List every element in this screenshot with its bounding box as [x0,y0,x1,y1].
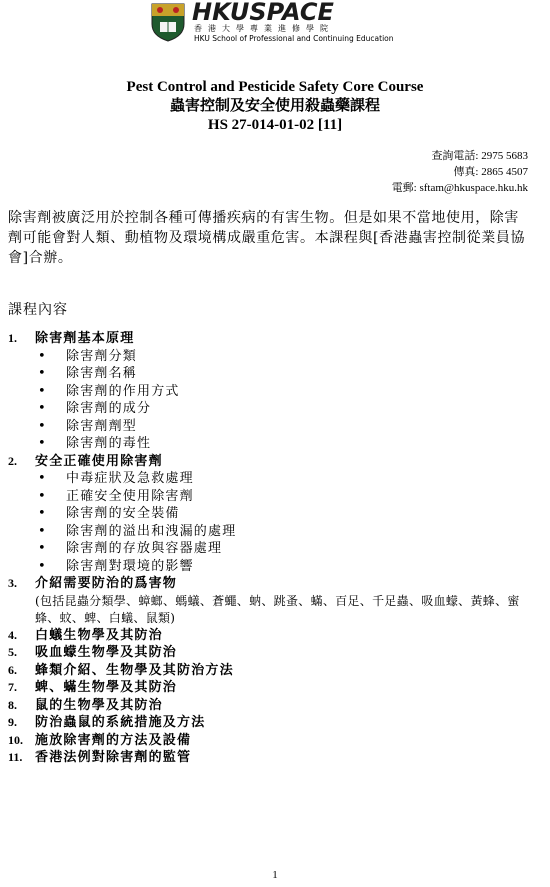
course-content-list [8,330,538,767]
sub-item-label: 正確安全使用除害劑 [66,488,194,504]
item-title: 施放除害劑的方法及設備 [35,732,192,748]
bullet-icon: • [38,348,47,364]
sub-item-label: 除害劑的成分 [66,401,152,416]
bullet-icon: • [38,401,47,416]
item-number: 6. [8,662,17,677]
sub-item [8,383,538,401]
list-item [8,732,538,750]
sub-item [8,365,538,383]
sub-item [8,418,538,436]
contact-block [392,148,528,196]
item-number: 5. [8,645,17,659]
list-item [8,644,538,662]
sub-item [8,470,538,488]
item-title: 鼠的生物學及其防治 [35,697,163,713]
list-item [8,749,538,767]
sub-item [8,505,538,523]
sub-item [8,558,538,576]
item-number: 3. [8,576,17,590]
item-number: 4. [8,627,17,642]
section-heading: 課程內容 [8,302,68,318]
sub-item-label: 除害劑的毒性 [66,436,152,451]
list-item [8,575,538,593]
course-title-zh: 蟲害控制及安全使用殺蟲藥課程 [169,98,380,114]
sub-item [8,523,538,541]
sub-item-label: 除害劑的作用方式 [66,383,180,399]
fax-number: 傳真: 2865 4507 [453,166,528,178]
enquiry-phone: 查詢電話: 2975 5683 [431,150,528,162]
item-title: 吸血蠓生物學及其防治 [35,645,178,660]
item-title: 除害劑基本原理 [35,331,135,346]
bullet-icon: • [38,506,47,521]
list-item [8,330,538,348]
item-title: 香港法例對除害劑的監管 [35,750,192,765]
sub-item [8,400,538,418]
bullet-icon: • [38,541,47,556]
logo-chinese-name: 香港大學專業進修學院 [194,24,334,33]
sub-item-label: 除害劑劑型 [66,418,138,434]
sub-item-label: 除害劑分類 [66,348,138,364]
item-title: 安全正確使用除害劑 [35,453,163,469]
logo-wordmark: HKUSPACE [192,0,334,26]
item-note: (包括昆蟲分類學、蟑螂、螞蟻、蒼蠅、蚋、跳蚤、蟎、百足、千足蟲、吸血蠓、黃蜂、蜜蜂、蚊、蜱、白蟻、鼠類) [35,593,520,625]
item-number: 8. [8,697,17,712]
bullet-icon: • [38,471,47,486]
bullet-icon: • [38,488,47,504]
sub-item-label: 除害劑對環境的影響 [66,558,194,574]
sub-item-label: 中毒症狀及急救處理 [66,471,194,486]
sub-item [8,435,538,453]
sub-item-label: 除害劑的溢出和洩漏的處理 [66,523,237,539]
item-number: 11. [8,750,23,764]
bullet-icon: • [38,366,47,381]
course-title-en: Pest Control and Pesticide Safety Core Course [126,79,424,95]
item-number: 9. [8,715,17,729]
course-code: HS 27-014-01-02 [11] [207,117,343,133]
bullet-icon: • [38,523,47,539]
course-titles [0,78,550,135]
bullet-icon: • [38,558,47,574]
item-number: 2. [8,453,17,468]
item-title: 白蟻生物學及其防治 [35,627,163,643]
item-title: 蜂類介紹、生物學及其防治方法 [35,662,234,678]
item-title: 防治蟲鼠的系統措施及方法 [35,715,206,730]
header [150,2,450,46]
sub-item [8,540,538,558]
sub-item [8,488,538,506]
list-item [8,697,538,715]
sub-item-label: 除害劑名稱 [66,366,138,381]
intro-paragraph: 除害劑被廣泛用於控制各種可傳播疾病的有害生物。但是如果不當地使用，除害劑可能會對人類、動植物及環境構成嚴重危害。本課程與[香港蟲害控制從業員協會]合辦。 [8,210,526,266]
list-item [8,627,538,645]
item-number: 10. [8,732,23,747]
page-number: 1 [272,869,278,881]
sub-item [8,348,538,366]
hku-crest-icon [150,2,186,42]
list-item [8,714,538,732]
item-number: 7. [8,680,17,694]
item-title: 介紹需要防治的爲害物 [35,576,178,591]
email-address[interactable]: 電郵: sftam@hkuspace.hku.hk [391,182,528,194]
list-item [8,453,538,471]
bullet-icon: • [38,383,47,399]
school-name: HKU School of Professional and Continuing Education [194,34,394,43]
bullet-icon: • [38,436,47,451]
sub-item-label: 除害劑的存放與容器處理 [66,541,223,556]
bullet-icon: • [38,418,47,434]
list-item [8,679,538,697]
sub-item-label: 除害劑的安全裝備 [66,506,180,521]
list-item [8,662,538,680]
item-number: 1. [8,331,17,345]
item-title: 蜱、蟎生物學及其防治 [35,680,178,695]
